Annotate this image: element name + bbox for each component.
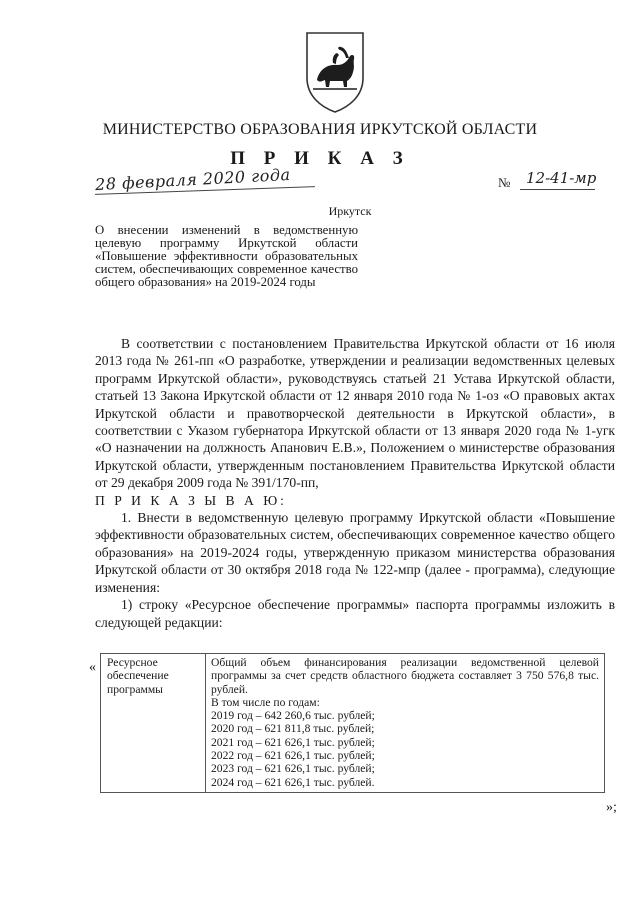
resource-label-cell: Ресурсное обеспечение программы [101,654,206,793]
closing-quote: »; [606,800,617,815]
resource-table [100,653,605,793]
coat-of-arms-icon [303,30,367,114]
year-2020: 2020 год – 621 811,8 тыс. рублей; [211,722,375,736]
handwritten-date: 28 февраля 2020 года [94,164,291,195]
handwritten-number: 12-41-мр [526,169,597,187]
year-2023: 2023 год – 621 626,1 тыс. рублей; [211,762,375,776]
year-2022: 2022 год – 621 626,1 тыс. рублей; [211,749,375,763]
order-body [95,335,615,631]
order-subject: О внесении изменений в ведомственную целевую программу Иркутской области «Повышение эффективности образовательных систем, обеспечивающих современное качество общего образования» на 2019-2024 годы [95,223,358,289]
document-type-title: П Р И К А З [230,148,410,169]
city-name: Иркутск [328,204,372,218]
year-2024: 2024 год – 621 626,1 тыс. рублей. [211,775,375,789]
number-underline [520,189,595,190]
year-2019: 2019 год – 642 260,6 тыс. рублей; [211,709,375,723]
item-1-1-paragraph: 1) строку «Ресурсное обеспечение программы» паспорта программы изложить в следующей редакции: [95,597,615,630]
year-2021: 2021 год – 621 626,1 тыс. рублей; [211,735,375,749]
financing-total: Общий объем финансирования реализации ведомственной целевой программы за счет средств областного бюджета составляет 3 750 576,8 тыс. рублей. [211,656,599,696]
preamble-paragraph: В соответствии с постановлением Правительства Иркутской области от 16 июля 2013 года № 261-пп «О разработке, утверждении и реализации ведомственных целевых программ Иркутской области», руководствуясь статьей 21 Устава Иркутской области, статьей 13 Закона Иркутской области от 12 января 2010 года № 1-оз «О правовых актах Иркутской области и правотворческой деятельности в Иркутской области», в соответствии с Указом губернатора Иркутской области от 13 января 2020 года № 1-угк «О назначении на должность Апанович Е.В.», Положением о министерстве образования Иркутской области, утвержденным постановлением Правительства Иркутской области от 29 декабря 2009 года № 391/170-пп, [95,336,615,491]
number-label: № [498,175,511,190]
opening-quote: « [89,660,96,675]
by-years-intro: В том числе по годам: [211,695,320,709]
resource-value-cell [206,654,605,793]
item-1-paragraph: 1. Внести в ведомственную целевую программу Иркутской области «Повышение эффективности образовательных систем, обеспечивающих современное качество общего образования» на 2019-2024 годы, утвержденную приказом министерства образования Иркутской области от 30 октября 2018 года № 122-мпр (далее - программа), следующие изменения: [95,510,615,595]
table-row [101,654,605,793]
ministry-name: МИНИСТЕРСТВО ОБРАЗОВАНИЯ ИРКУТСКОЙ ОБЛАСТИ [102,121,538,138]
order-word: П Р И К А З Ы В А Ю: [95,492,287,508]
